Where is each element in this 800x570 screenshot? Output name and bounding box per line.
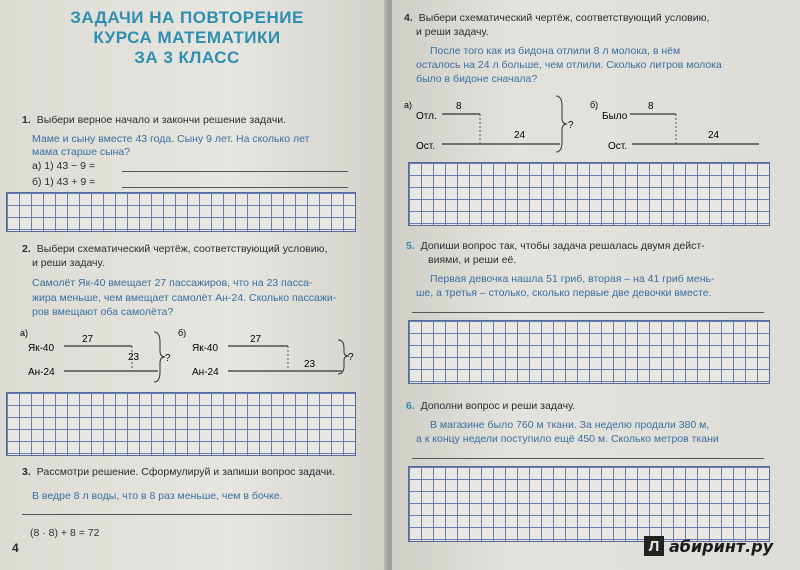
task6-text-2: а к концу недели поступило ещё 450 м. Сколько метров ткани bbox=[416, 433, 719, 445]
answer-line bbox=[122, 171, 348, 172]
diagram-a-brace bbox=[154, 332, 165, 382]
task3-number: 3. bbox=[22, 466, 31, 478]
task2-prompt-text: Выбери схематический чертёж, соответствующий условию, bbox=[36, 243, 328, 255]
task4-diagrams bbox=[404, 94, 764, 156]
task4-text-1: После того как из бидона отлили 8 л молока, в нём bbox=[430, 45, 681, 57]
answer-grid bbox=[408, 466, 770, 542]
diagram-a-question: ? bbox=[165, 353, 171, 364]
diagram-b-question: ? bbox=[348, 352, 354, 363]
diagram-b-value2: 24 bbox=[708, 130, 720, 141]
right-page bbox=[392, 0, 800, 570]
task2-text-1: Самолёт Як-40 вмещает 27 пассажиров, что на 23 пасса- bbox=[32, 277, 313, 289]
answer-grid bbox=[6, 192, 356, 232]
task5-text-2: ше, а третья – столько, сколько первые две девочки вместе. bbox=[416, 287, 712, 299]
logo-icon: Л bbox=[644, 536, 664, 556]
task1-prompt bbox=[22, 114, 286, 126]
title-line-1: ЗАДАЧИ НА ПОВТОРЕНИЕ bbox=[70, 8, 304, 27]
task5-prompt-text: Допиши вопрос так, чтобы задача решалась двумя дейст- bbox=[420, 240, 705, 252]
diagram-a-value2: 23 bbox=[128, 352, 140, 363]
diagram-b-row2: Ан-24 bbox=[192, 367, 219, 378]
logo-text: абиринт.ру bbox=[669, 536, 774, 556]
title-line-3: ЗА 3 КЛАСС bbox=[134, 48, 240, 67]
answer-grid bbox=[408, 320, 770, 384]
page-number: 4 bbox=[12, 541, 19, 555]
task1-text-1: Маме и сыну вместе 43 года. Сыну 9 лет. На сколько лет bbox=[32, 133, 310, 145]
task3-prompt-text: Рассмотри решение. Сформулируй и запиши вопрос задачи. bbox=[36, 466, 335, 478]
task5-prompt-1 bbox=[406, 240, 705, 252]
answer-line bbox=[412, 312, 764, 313]
diagram-b-label: б) bbox=[590, 100, 599, 110]
task5-prompt-2: виями, и реши её. bbox=[428, 254, 517, 266]
task2-prompt-1 bbox=[22, 243, 327, 255]
task4-prompt-1 bbox=[404, 12, 709, 24]
diagram-a-value2: 24 bbox=[514, 130, 526, 141]
task6-prompt bbox=[406, 400, 575, 412]
diagram-a-question: ? bbox=[568, 120, 574, 131]
diagram-b-row1: Як-40 bbox=[192, 343, 219, 354]
task4-prompt-text: Выбери схематический чертёж, соответствующий условию, bbox=[418, 12, 710, 24]
task4-number: 4. bbox=[404, 12, 413, 24]
answer-line bbox=[22, 514, 352, 515]
task4-text-2: осталось на 24 л больше, чем отлили. Сколько литров молока bbox=[416, 59, 722, 71]
diagram-a-value1: 27 bbox=[82, 334, 94, 345]
task5-text-1: Первая девочка нашла 51 гриб, вторая – на 41 гриб мень- bbox=[430, 273, 715, 285]
diagram-b-value1: 8 bbox=[648, 101, 654, 112]
task6-prompt-text: Дополни вопрос и реши задачу. bbox=[420, 400, 576, 412]
page-title bbox=[42, 8, 332, 68]
task4-text-3: было в бидоне сначала? bbox=[416, 73, 538, 85]
answer-grid bbox=[408, 162, 770, 226]
diagram-b-row1: Было bbox=[602, 111, 628, 122]
diagram-b-value2: 23 bbox=[304, 359, 316, 370]
task1-option-b: б) 1) 43 + 9 = bbox=[32, 176, 96, 188]
diagram-a-row1: Як-40 bbox=[28, 343, 55, 354]
diagram-a-row2: Ан-24 bbox=[28, 367, 55, 378]
diagram-b-value1: 27 bbox=[250, 334, 262, 345]
task1-prompt-text: Выбери верное начало и закончи решение задачи. bbox=[36, 114, 286, 126]
task6-text-1: В магазине было 760 м ткани. За неделю продали 380 м, bbox=[430, 419, 710, 431]
answer-grid bbox=[6, 392, 356, 456]
diagram-a-value1: 8 bbox=[456, 101, 462, 112]
diagram-a-row2: Ост. bbox=[416, 141, 436, 152]
diagram-a-row1: Отл. bbox=[416, 111, 437, 122]
diagram-a-label: а) bbox=[20, 328, 29, 338]
diagram-b-label: б) bbox=[178, 328, 187, 338]
task3-solution: (8 · 8) + 8 = 72 bbox=[30, 527, 100, 539]
task3-text-1: В ведре 8 л воды, что в 8 раз меньше, чем в бочке. bbox=[32, 490, 283, 502]
answer-line bbox=[122, 187, 348, 188]
task4-prompt-2: и реши задачу. bbox=[416, 26, 489, 38]
left-page bbox=[0, 0, 388, 570]
task3-prompt bbox=[22, 466, 335, 478]
title-line-2: КУРСА МАТЕМАТИКИ bbox=[93, 28, 281, 47]
task1-option-a: а) 1) 43 − 9 = bbox=[32, 160, 96, 172]
task1-text-2: мама старше сына? bbox=[32, 146, 131, 158]
diagram-b-row2: Ост. bbox=[608, 141, 628, 152]
diagram-a-label: а) bbox=[404, 100, 413, 110]
answer-line bbox=[412, 458, 764, 459]
task2-diagrams bbox=[20, 326, 360, 388]
watermark-logo bbox=[644, 534, 786, 558]
task2-prompt-2: и реши задачу. bbox=[32, 257, 105, 269]
task2-text-3: ров вмещают оба самолёта? bbox=[32, 306, 174, 318]
task2-number: 2. bbox=[22, 243, 31, 255]
task5-number: 5. bbox=[406, 240, 415, 252]
task6-number: 6. bbox=[406, 400, 415, 412]
task2-text-2: жира меньше, чем вмещает самолёт Ан-24. Сколько пассажи- bbox=[32, 292, 337, 304]
task1-number: 1. bbox=[22, 114, 31, 126]
